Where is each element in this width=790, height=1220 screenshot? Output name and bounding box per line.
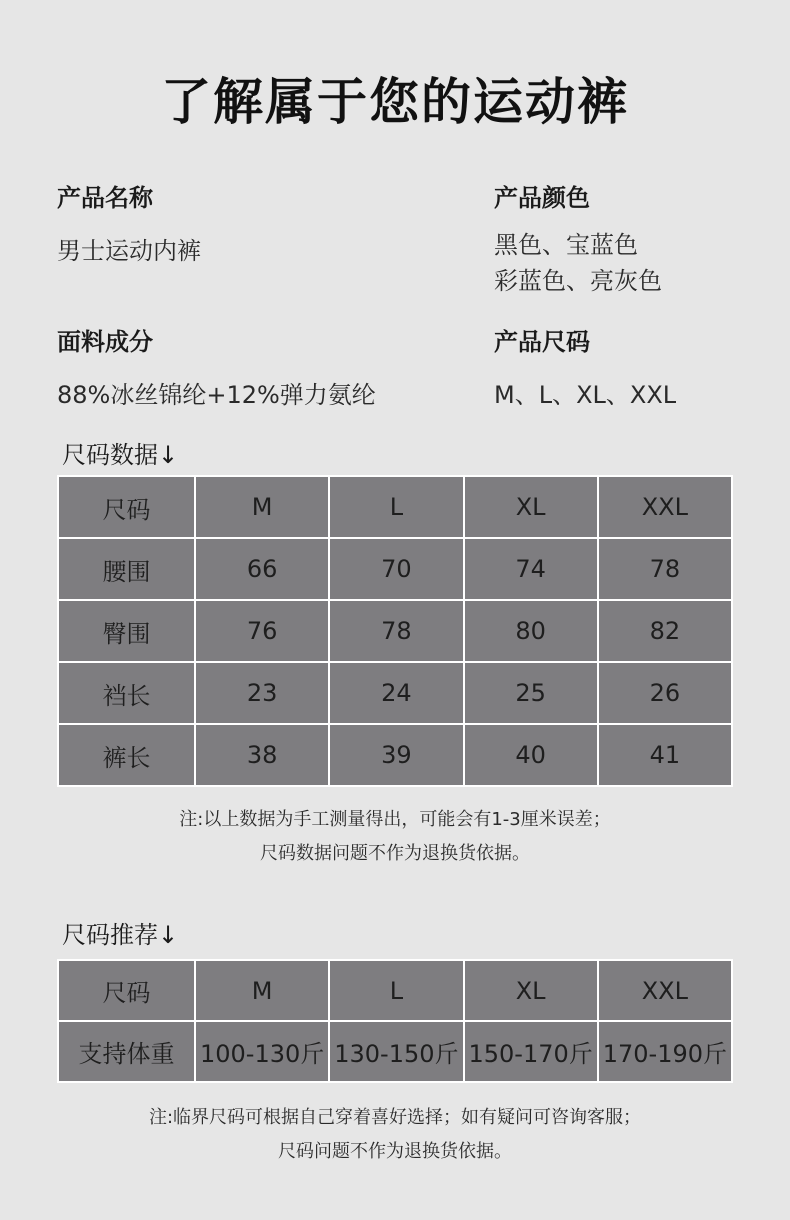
table-header-row — [58, 476, 732, 538]
header-cell: M — [195, 960, 329, 1021]
table-cell: 76 — [195, 600, 329, 662]
header-cell: XXL — [598, 476, 732, 538]
header-cell: 尺码 — [58, 960, 195, 1021]
product-color-line-2: 彩蓝色、亮灰色 — [494, 267, 662, 295]
header-cell: XL — [464, 960, 598, 1021]
table-row — [58, 1021, 732, 1082]
table-row — [58, 724, 732, 786]
table-cell: 170-190斤 — [598, 1021, 732, 1082]
size-data-heading: 尺码数据↓ — [62, 441, 179, 469]
size-data-note-line-2: 尺码数据问题不作为退换货依据。 — [260, 843, 530, 864]
table-cell: 41 — [598, 724, 732, 786]
table-cell: 130-150斤 — [329, 1021, 463, 1082]
table-row — [58, 662, 732, 724]
table-row — [58, 600, 732, 662]
table-cell: 66 — [195, 538, 329, 600]
table-cell: 100-130斤 — [195, 1021, 329, 1082]
table-cell: 39 — [329, 724, 463, 786]
size-recommend-table — [57, 959, 733, 1083]
table-cell: 150-170斤 — [464, 1021, 598, 1082]
size-recommend-note — [0, 1101, 790, 1169]
header-cell: 尺码 — [58, 476, 195, 538]
table-cell: 25 — [464, 662, 598, 724]
row-label-cell: 裆长 — [58, 662, 195, 724]
table-cell: 82 — [598, 600, 732, 662]
table-cell: 70 — [329, 538, 463, 600]
table-cell: 78 — [598, 538, 732, 600]
product-color-line-1: 黑色、宝蓝色 — [494, 231, 638, 259]
size-recommend-heading: 尺码推荐↓ — [62, 921, 179, 949]
table-cell: 38 — [195, 724, 329, 786]
page-title: 了解属于您的运动裤 — [161, 73, 629, 131]
sizes-label: 产品尺码 — [494, 328, 590, 356]
size-data-note — [0, 803, 790, 871]
table-header-row — [58, 960, 732, 1021]
table-cell: 23 — [195, 662, 329, 724]
sizes-value: M、L、XL、XXL — [494, 381, 677, 409]
table-cell: 40 — [464, 724, 598, 786]
header-cell: XXL — [598, 960, 732, 1021]
row-label-cell: 臀围 — [58, 600, 195, 662]
table-cell: 26 — [598, 662, 732, 724]
product-name-value: 男士运动内裤 — [57, 237, 201, 265]
row-label-cell: 支持体重 — [58, 1021, 195, 1082]
header-cell: L — [329, 960, 463, 1021]
table-cell: 24 — [329, 662, 463, 724]
header-cell: M — [195, 476, 329, 538]
fabric-label: 面料成分 — [57, 328, 153, 356]
product-color-value — [494, 227, 662, 299]
size-data-table — [57, 475, 733, 787]
row-label-cell: 裤长 — [58, 724, 195, 786]
fabric-block — [57, 322, 376, 413]
product-color-block — [494, 178, 662, 299]
table-cell: 78 — [329, 600, 463, 662]
product-color-label: 产品颜色 — [494, 184, 590, 212]
size-recommend-note-line-1: 注:临界尺码可根据自己穿着喜好选择；如有疑问可咨询客服； — [148, 1107, 642, 1128]
sizes-block — [494, 322, 676, 413]
fabric-value: 88%冰丝锦纶+12%弹力氨纶 — [57, 381, 376, 409]
table-cell: 80 — [464, 600, 598, 662]
header-cell: XL — [464, 476, 598, 538]
table-cell: 74 — [464, 538, 598, 600]
size-recommend-note-line-2: 尺码问题不作为退换货依据。 — [278, 1141, 512, 1162]
table-row — [58, 538, 732, 600]
product-name-block — [57, 178, 201, 269]
row-label-cell: 腰围 — [58, 538, 195, 600]
size-data-note-line-1: 注:以上数据为手工测量得出，可能会有1-3厘米误差； — [179, 809, 611, 830]
product-name-label: 产品名称 — [57, 184, 153, 212]
header-cell: L — [329, 476, 463, 538]
